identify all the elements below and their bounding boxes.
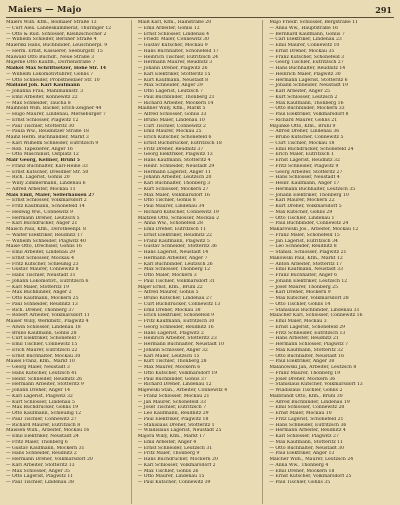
- directory-entry: — Karl Elektriker, Stötteritz 15: [137, 71, 211, 77]
- column-3: [269, 20, 394, 504]
- directory-entry: — Ernst Kutscher, Volkmarsdorf 25: [269, 474, 352, 480]
- directory-entry: — Wilhelm Schleifer, Berliner Straße 4: [6, 37, 97, 43]
- directory-entry: — Fritz Maler, Thonberg 9: [137, 451, 200, 457]
- directory-entry: — Willy Zimmermann, Lindenau 6: [6, 181, 86, 186]
- directory-entry: — Franz Buchhalter, Anger 6: [269, 273, 338, 278]
- directory-entry: — Paul Elektriker, Anger 13: [269, 451, 335, 457]
- directory-entry: — Richard Dreher, Lindenau 12: [137, 382, 212, 388]
- directory-entry: Majora Willy, Kfm., Markt 17: [137, 434, 206, 439]
- directory-entry: — Emil Elektriker, Neustadt 24: [6, 434, 79, 439]
- directory-entry: — Josef Tischler, Eutritzsch 7: [137, 405, 207, 411]
- directory-entry: — Ernst Schlosser, Mockau 4: [6, 255, 75, 261]
- running-head: Maiers — Majo: [8, 5, 82, 15]
- directory-entry: — Emil Dreher, Eutritzsch 11: [137, 227, 207, 232]
- directory-entry: — Hans Lagerist, Neustadt 14: [137, 250, 209, 255]
- directory-entry: — Otto Lagerist, Plagwitz 11: [6, 474, 74, 480]
- directory-entry: — Hans Buchdrucker, Möckern 20: [137, 457, 218, 462]
- directory-entry: — Heinr. Schneider, Reudnitz 26: [6, 376, 82, 382]
- directory-entry: — Ernst Maler, Mockau 10: [269, 411, 332, 416]
- directory-entry: — Otto Tischler, Gohlis 14: [269, 301, 331, 307]
- directory-entry: — Karl Maler, Leutzsch 15: [137, 353, 200, 359]
- directory-entry: Makarowski Jos., Arbeiter, Mockau 12: [269, 227, 359, 232]
- directory-entry: — Bruno Kutscher, Connewitz 5: [269, 135, 344, 140]
- directory-entry: — Johann Schlosser, Anger 32: [137, 347, 208, 353]
- directory-entry: — Erich Kutscher, Schönefeld 6: [137, 135, 212, 140]
- directory-entry: — Kurt Kaufmann, Neustadt 8: [137, 77, 209, 83]
- directory-entry: Maiß Karl, Kfm., Hainstraße 20: [137, 20, 212, 25]
- directory-entry: — Johann Dreher, Anger 14: [6, 388, 71, 393]
- directory-entry: — Alfred Dreher, Lindenau 36: [269, 129, 340, 135]
- directory-entry: — Anna Ww., Hauptstraße 16: [269, 25, 339, 31]
- directory-entry: — Otto Maler, Möckern 3: [137, 273, 197, 278]
- directory-entry: — Georg Schneider, Reudnitz 16: [137, 324, 214, 330]
- directory-entry: — Georg Elektriker, Plagwitz 13: [137, 152, 213, 158]
- directory-entry: — Karl Wilhelm Schneider, Eutritzsch 9: [6, 140, 99, 146]
- directory-entry: — Hermann Lagerist, Stötteritz 6: [269, 77, 348, 83]
- directory-entry: — Franz Maurer, Thonberg 19: [269, 370, 341, 376]
- directory-entry: — Paul Maurer, Lindenau 34: [137, 204, 205, 209]
- directory-entry: — Ernst Elektriker, Reudnitz 22: [137, 232, 212, 238]
- directory-entry: — Fritz Schneider, Eutritzsch 13: [269, 330, 346, 336]
- directory-entry: Maikel Max Schriftsetzer, Hohe Str. 14: [6, 66, 107, 71]
- directory-entry: — Emil Maler, Mockau 3: [269, 319, 327, 324]
- directory-entry: — Curt Elektriker, Schönefeld 7: [6, 336, 81, 342]
- directory-entry: — Karl Maurer, Möckern 22: [269, 198, 335, 204]
- directory-entry: — Johann Elektriker, Leutzsch 12: [269, 278, 348, 284]
- directory-entry: — Otto Tischler, Gohlis 8: [137, 198, 196, 204]
- directory-entry: — Gustav Schneider, Stötteritz 36: [137, 244, 217, 250]
- directory-entry: — Johann Elektriker, Thonberg 10: [269, 192, 349, 198]
- directory-entry: — Franz Kaufmann, Plagwitz 5: [137, 238, 210, 244]
- directory-entry: — Gustav Kutscher, Mockau 9: [137, 43, 208, 48]
- directory-entry: — Anton Arbeiter, Stötteritz 17: [269, 261, 342, 267]
- directory-entry: — Friedr. Maler, Connewitz 30: [137, 37, 209, 43]
- directory-entry: — Robert Arbeiter, Volkmarsdorf 11: [6, 313, 90, 319]
- directory-entry: — Ernst Schlosser, Lindenau 4: [137, 31, 210, 37]
- directory-entry: — Erich Maurer, Eutritzsch 22: [6, 347, 78, 353]
- directory-entry: — Erich Maler, Eutritzsch 1: [269, 152, 335, 158]
- directory-entry: — Emil Schlosser, Connewitz 28: [269, 405, 345, 411]
- directory-entry: — Anna Ww., Schönefeld 28: [137, 221, 203, 227]
- directory-entry: — Ernst Dreher, Mockau 35: [269, 48, 335, 54]
- directory-entry: Mair Georg, Kellner, Brühl 5: [6, 158, 80, 163]
- directory-entry: — Max Schlosser, Thonberg 12: [137, 267, 211, 273]
- directory-entry: — Fritz Maler, Thonberg 6: [6, 439, 68, 445]
- directory-entry: Majo Friedr. Schlosser, Bergstraße 11: [269, 20, 358, 25]
- directory-entry: — Kurt Tischler, Thonberg 28: [137, 359, 207, 365]
- directory-entry: — Curt Tischler, Mockau 18: [269, 140, 335, 146]
- directory-entry: Maisch Paul, Kfm., Dorotheenpl. 8: [6, 227, 86, 232]
- directory-entry: — Herm. Ernst, Kassierer, Seeburgstr. 15: [6, 48, 103, 54]
- directory-entry: Mailand Joh. Karl Kaufmann: [6, 83, 80, 89]
- directory-entry: — Josef Maurer, Thonberg 25: [269, 284, 339, 290]
- directory-entry: — Emil Kaufmann, Neustadt 33: [269, 267, 343, 273]
- directory-entry: — Ernst Buchhalter, Mockau 30: [6, 353, 81, 359]
- directory-entry: — Max Schneider, Anger 29: [137, 83, 203, 89]
- directory-entry: — Hermann Buchhalter, Neustadt 10: [137, 342, 225, 347]
- directory-entry: — Karl Schlosser, Plagwitz 27: [269, 434, 339, 439]
- directory-entry: — Franz Schlosser, Mockau 21: [137, 393, 210, 399]
- directory-entry: — Johanna Frau, Mahlmannstr. 3: [6, 89, 84, 94]
- directory-entry: — Leo Schneider, Reudnitz 8: [269, 244, 337, 250]
- directory-entry: — Curt Tischler, Connewitz 2: [137, 123, 206, 129]
- directory-entry: — Heinrich Tischler, Eutritzsch 24: [137, 54, 219, 60]
- directory-entry: — Karl Maler, Stötteritz 19: [6, 284, 69, 290]
- directory-entry: — Paul Tischler, Lindenau 38: [6, 480, 74, 485]
- directory-entry: — Hermann Arbeiter, Stötteritz 9: [6, 382, 84, 388]
- directory-entry: — Kurt Schlosser, Lindenau 5: [6, 399, 75, 405]
- directory-entry: — Paul Buchbinder, Gohlis 37: [137, 376, 207, 382]
- directory-entry: — Karl Buchbinder, Leutzsch 26: [137, 261, 213, 267]
- directory-entry: — Franz Buchhalter, Karl-Heine 33: [6, 163, 88, 169]
- directory-entry: — Walter Elektriker, Reudnitz 17: [6, 232, 83, 238]
- directory-entry: — Max Kutscher, Gohlis 29: [269, 209, 333, 215]
- directory-entry: — Hans Kutscher, Leutzsch 41: [6, 370, 78, 376]
- directory-entry: — Hans Buchhalter, Reudnitz 14: [269, 66, 346, 71]
- directory-entry: — Wladislaus Lagerist, Neustadt 25: [137, 428, 222, 434]
- directory-entry: — Otto Kutscher, Volkmarsdorf 19: [137, 370, 218, 376]
- directory-entry: — Paul Elektriker, Plagwitz 18: [137, 416, 209, 422]
- directory-entry: — Fritz Kutscher, Schleußig 23: [6, 261, 79, 267]
- directory-entry: — Ernst Buchdrucker, Eutritzsch 18: [137, 140, 222, 146]
- directory-entry: — Fritz Kaufmann, Eutritzsch 30: [137, 319, 215, 324]
- directory-entry: Malacher Karl, Schlosser, Connewitz 16: [269, 313, 363, 319]
- directory-entry: — Paul Elektriker, Anger 38: [269, 359, 335, 365]
- directory-entry: — Max Schlosser, Anger 35: [6, 468, 70, 474]
- directory-entry: — Stanislaus Kutscher, Volkmarsdorf 13: [269, 382, 363, 388]
- directory-entry: — Ernst Schneider, Leutzsch 31: [137, 445, 213, 451]
- directory-entry: Maißner Willy, Kfm., Markt 5: [137, 106, 206, 112]
- directory-entry: — Ernst Lagerist, Reudnitz 32: [269, 158, 340, 163]
- directory-entry: — Paul Tischler, Stötteritz 30: [6, 123, 75, 129]
- directory-entry: — Otto Kaufmann, Möckern 25: [6, 296, 79, 301]
- directory-entry: — Rich. Dreher, Thonberg 37: [6, 307, 75, 313]
- directory-entry: — Karl Buchdrucker, Anger 21: [6, 221, 78, 227]
- directory-entry: — Otto Maschinist, Ostplatz 12: [6, 152, 79, 158]
- directory-entry: — Rob. Tapezierer, Anger 16: [6, 146, 73, 152]
- directory-entry: — Otto & Rud. Schlosser, Kleinzschocher 2: [6, 31, 107, 37]
- directory-entry: — Stanisl. Schlosser, Plagwitz 21: [269, 250, 347, 255]
- directory-entry: — Karl Lagerist, Plagwitz 32: [6, 393, 73, 399]
- directory-entry: — Alfred Arbeiter, Mockau 11: [6, 186, 76, 192]
- directory-entry: — Karl Arbeiter, Anger 25: [269, 89, 330, 94]
- directory-entry: — Hedwig Ww., Connewitz 9: [6, 209, 73, 215]
- directory-entry: — Max Maurer, Möckern 6: [137, 365, 201, 370]
- directory-entry: — Georg Maler, Neustadt 3: [6, 365, 70, 370]
- directory-entry: — Otto Buchbinder, Möckern 33: [269, 106, 345, 112]
- directory-entry: — Wilhelm Schneider, Plagwitz 40: [6, 238, 86, 244]
- directory-entry: — Richard Kutscher, Connewitz 19: [137, 209, 219, 215]
- directory-entry: Mainz Herm. Buchhändler, Markt 3: [6, 135, 89, 140]
- directory-entry: — Erich Elektriker, Schönefeld 9: [137, 313, 215, 319]
- directory-entry: — Hans Schneider, Reudnitz 2: [6, 451, 77, 457]
- directory-entry: — Max Buchdrucker, Gohlis 19: [6, 405, 79, 411]
- directory-entry: — Otto Maurer, Lindenau 15: [137, 474, 205, 480]
- column-1: [6, 20, 132, 504]
- directory-entry: — Max Maler, Volkmarsdorf 16: [137, 192, 210, 198]
- directory-entry: — Paul Tischler, Volkmarsdorf 31: [137, 278, 215, 284]
- directory-entry: Majer Ernst, Kfm., Brühl 22: [137, 284, 203, 290]
- directory-entry: — Karl Dreher, Möckern 9: [269, 290, 331, 296]
- directory-entry: Maitzen Otto, Schlosser, Mockau 2: [137, 215, 219, 221]
- directory-entry: — Heinrich Arbeiter, Stötteritz 23: [137, 336, 217, 342]
- directory-entry: — Bernhard Kaufmann, Gohlis 7: [269, 31, 345, 37]
- directory-entry: — Kurt Schlosser, Leutzsch 2: [269, 94, 338, 100]
- directory-entry: — Paul Tischler, Gohlis 35: [269, 480, 331, 485]
- directory-entry: — Bruno Maler, Lindenau 10: [137, 117, 205, 123]
- directory-entry: — Hermann Arbeiter, Reudnitz 4: [269, 428, 346, 434]
- directory-entry: — Paul Buchbinder, Connewitz 24: [269, 221, 349, 227]
- directory-entry: — Gustav Maurer, Connewitz 8: [6, 267, 79, 273]
- directory-entry: — Hans Tischler, Neustadt 31: [6, 273, 76, 278]
- directory-entry: — Fritz Kaufmann, Schönefeld 14: [6, 204, 85, 209]
- directory-entry: — Max Kaufmann, Thonberg 16: [269, 100, 344, 106]
- directory-entry: Maiwald Otto Buchdr., Neue Straße 3: [6, 54, 94, 60]
- directory-entry: — Heinrich Maler, Plagwitz 30: [269, 71, 341, 77]
- directory-entry: — Franz Maler, Schönefeld 15: [269, 232, 340, 238]
- directory-entry: — Emil Buchdrucker, Schönefeld 24: [269, 146, 354, 152]
- directory-entry: — Otto Lagerist, Leutzsch 7: [137, 89, 203, 94]
- directory-entry: — Otto Buchhalter, Neustadt 16: [269, 353, 345, 359]
- directory-entry: — Emil Arbeiter, Lindenau 29: [6, 250, 76, 255]
- directory-entry: Majewski Stan., Arbeiter, Connewitz 4: [137, 388, 228, 393]
- directory-entry: — Fritz Lagerist, Schönefeld 21: [269, 416, 344, 422]
- page-header: [6, 5, 394, 17]
- directory-entry: — Max Kutscher, Volkmarsdorf 28: [269, 296, 349, 301]
- directory-entry: — Hans Buchhalter, Schönefeld 17: [137, 48, 219, 54]
- directory-entry: — Richard Maurer, Eutritzsch 8: [6, 422, 81, 428]
- directory-entry: — Max Kaufmann, Stötteritz 11: [269, 439, 344, 445]
- directory-entry: — Hans Arbeiter, Reudnitz 21: [269, 336, 339, 342]
- directory-entry: Maise Otto, Drechsler, Gohlis 16: [6, 244, 82, 250]
- directory-entry: Maisel Franz, Kfm., Markt 10: [6, 359, 75, 365]
- directory-entry: — Karl Buchhalter, Thonberg 3: [137, 181, 211, 186]
- directory-entry: — Emil Maurer, Connewitz 10: [269, 43, 340, 48]
- directory-entry: — Curt Alex. Landeskammerat, Thuringer 12: [6, 25, 112, 31]
- directory-entry: — Otto Tischler, Lindenau 1: [269, 215, 335, 221]
- directory-entry: — Ernst Kutscher, Dresdner Str. 50: [6, 169, 89, 175]
- directory-entry: Malbrandt Otto, Kfm., Brühl 30: [269, 393, 343, 399]
- directory-entry: — Hermann Lagerist, Anger 11: [137, 169, 211, 175]
- directory-entry: — Hermann Buchhalter, Leutzsch 35: [269, 186, 356, 192]
- directory-entry: — Karl Arbeiter, Stötteritz 13: [6, 462, 75, 468]
- directory-entry: Maierski Hans, Buchbinder, Leuschnerpl. 9: [6, 43, 108, 48]
- directory-entry: Makowski Paul, Kfm., Markt 12: [269, 255, 343, 261]
- directory-entry: — Hans Lagerist, Plagwitz 2: [137, 330, 204, 336]
- directory-entry: — Kurt Schlosser, Möckern 27: [137, 186, 209, 192]
- directory-entry: — Fritz Schneider, Plagwitz 9: [269, 163, 339, 169]
- directory-entry: — Jan Lagerist, Eutritzsch 34: [269, 238, 338, 244]
- directory-entry: — Hermann Dreher, Leutzsch 5: [6, 215, 80, 221]
- directory-entry: Malanowski Jan, Arbeiter, Leutzsch 8: [269, 365, 357, 370]
- directory-entry: — Hermann Dreher, Volkmarsdorf 20: [6, 457, 93, 462]
- directory-entry: — Max Tischler, Gohlis 26: [137, 468, 199, 474]
- directory-entry: — Paula Ww., Reudnitzer Straße 18: [6, 129, 89, 135]
- directory-entry: — Otto Kaufmann, Schleußig 12: [6, 411, 82, 416]
- directory-entry: — Max Kaufmann, Stötteritz 32: [269, 347, 344, 353]
- directory-entry: — Johann Lokomotivf., Eutritzsch 6: [6, 278, 89, 284]
- directory-entry: — Wilhelm Lokomotivführer, Gohlis 7: [6, 71, 94, 77]
- directory-entry: — Curt Buchdrucker, Connewitz 13: [137, 301, 221, 307]
- directory-entry: Maiser Willy, Werkmstr., Plagwitz 4: [6, 319, 89, 324]
- directory-entry: Mainhold Wilh. Bäcker, Erich-Zeigner 44: [6, 106, 102, 112]
- directory-entry: — Richard Arbeiter, Möckern 14: [137, 100, 214, 106]
- directory-entry: — Heinr. Kaufmann, Anger 17: [269, 181, 340, 186]
- directory-entry: — Hermann Schlosser, Plagwitz 7: [269, 342, 349, 347]
- directory-entry: — Georg Tischler, Eutritzsch 27: [269, 60, 344, 66]
- directory-entry: Malcher Wilh., Maurer, Leutzsch 24: [269, 457, 354, 462]
- directory-entry: — Hermann Maurer, Reudnitz 3: [137, 60, 213, 66]
- directory-entry: — Gustav Kaufmann, Möckern 31: [6, 445, 85, 451]
- page-number: 291: [375, 5, 392, 15]
- directory-entry: — Paul Tischler, Connewitz 27: [6, 416, 77, 422]
- directory-entry: — Fritz Dreher, Reudnitz 37: [137, 146, 204, 152]
- directory-entry: — Ernst Schlosser, Plagwitz 12: [6, 117, 79, 123]
- directory-entry: Majerke Otto Kaufm., Dörrienstraße 7: [6, 60, 96, 66]
- directory-entry: — Emil Arbeiter, Gohlis 12: [137, 25, 200, 31]
- directory-entry: — Stanislaus Dreher, Stötteritz 1: [137, 422, 215, 428]
- directory-entry: — Hans Schneider, Eutritzsch 36: [269, 422, 347, 428]
- directory-entry: — Wladislaus Tischler, Gohlis 2: [269, 388, 343, 393]
- directory-entry: — Emil Maurer, Mockau 25: [137, 129, 202, 135]
- directory-entry: — Emil Arbeiter, Anger 4: [137, 439, 197, 445]
- directory-entry: — Stanislaus Buchbinder, Lindenau 31: [269, 307, 360, 313]
- directory-entry: — Emil Arbeiter, Konnewitz 22: [6, 94, 78, 100]
- directory-entry: — Alwin Schlosser, Lindenau 18: [6, 324, 81, 330]
- directory-entry: — Rich. Lagerist, Gohlis 20: [6, 175, 70, 181]
- directory-entry: — Franz Kutscher, Schönefeld 3: [269, 54, 345, 60]
- directory-entry: — Carl Elektriker, Lindenau 23: [269, 37, 342, 43]
- directory-entry: — Bruno Kaufmann, Gohlis 28: [6, 330, 77, 336]
- directory-entry: — Ernst Schlosser, Volkmarsdorf 2: [6, 198, 87, 204]
- directory-entry: — Jan Maurer, Schönefeld 33: [137, 399, 206, 405]
- header-rule: [6, 17, 394, 18]
- directory-entry: — Hans Schlosser, Neustadt 4: [269, 175, 340, 181]
- directory-entry: — Anna Ww., Thonberg 4: [269, 462, 329, 468]
- directory-entry: — Paul Buchbinder, Thonberg 21: [137, 94, 215, 100]
- directory-entry: — Georg Arbeiter, Stötteritz 27: [269, 169, 343, 175]
- directory-entry: — Emil Dreher, Mockau 38: [137, 307, 201, 313]
- directory-entry: Majunke Otto, Kfm., Brühl 9: [269, 123, 336, 129]
- directory-entry: — Hans Kaufmann, Stötteritz 4: [137, 158, 211, 163]
- directory-entry: — Karl Schlosser, Volkmarsdorf 2: [137, 462, 216, 468]
- directory-entry: — Paul Elektriker, Volkmarsdorf 8: [269, 112, 349, 117]
- directory-entry: — Otto Buchhalter, Neustadt 30: [269, 445, 345, 451]
- directory-entry: — Max Schneider, Taucha 8: [6, 100, 71, 106]
- directory-entry: — Paul Kutscher, Connewitz 39: [137, 480, 211, 485]
- directory-entry: — Alfred Schlosser, Gohlis 33: [137, 112, 207, 117]
- directory-entry: — Kurt Dreher, Volkmarsdorf 5: [269, 204, 342, 209]
- directory-entry: — Hugo Maurer, Lindenau, Merseburger 7: [6, 112, 106, 117]
- directory-columns: [6, 20, 394, 504]
- directory-entry: — Emil Dreher, Möckern 18: [269, 468, 335, 474]
- directory-entry: — Johann Schneider, Neustadt 19: [269, 83, 348, 89]
- directory-entry: — Bruno Kutscher, Lindenau 27: [137, 296, 212, 301]
- directory-entry: — Alfred Buchbinder, Lindenau 19: [269, 399, 350, 405]
- directory-entry: Mais Emil, Maler, Sellerhausen 27: [6, 192, 95, 198]
- directory-entry: — Josef Dreher, Möckern 36: [269, 376, 336, 382]
- directory-entry: Maissen Wilh., Arbeiter, Mockau 16: [6, 428, 90, 434]
- directory-entry: — Paul Schneider, Reudnitz 13: [6, 301, 78, 307]
- directory-entry: — Otto Schneider, Probstheidaer Str. 10: [6, 77, 100, 83]
- directory-entry: — Johann Arbeiter, Leutzsch 20: [137, 175, 212, 181]
- directory-entry: — Emil Tischler, Connewitz 15: [6, 342, 78, 347]
- directory-entry: — Johann Dreher, Plagwitz 26: [137, 66, 208, 71]
- directory-entry: — Alfred Maurer, Gohlis 5: [137, 290, 199, 296]
- directory-entry: Maiers Wilh. Kfm., Boimaier Straße 13: [6, 20, 97, 25]
- directory-entry: — Ernst Lagerist, Schönefeld 29: [269, 324, 346, 330]
- directory-entry: — Max Buchbinder, Anger 2: [6, 290, 72, 296]
- directory-entry: — Leo Kaufmann, Reudnitz 29: [137, 411, 209, 416]
- directory-entry: — Richard Maurer, Gohlis 21: [269, 117, 338, 123]
- directory-entry: — Heinr. Schneider, Neustadt 29: [137, 163, 215, 169]
- column-2: [138, 20, 264, 504]
- directory-entry: — Hermann Arbeiter, Anger 7: [137, 255, 208, 261]
